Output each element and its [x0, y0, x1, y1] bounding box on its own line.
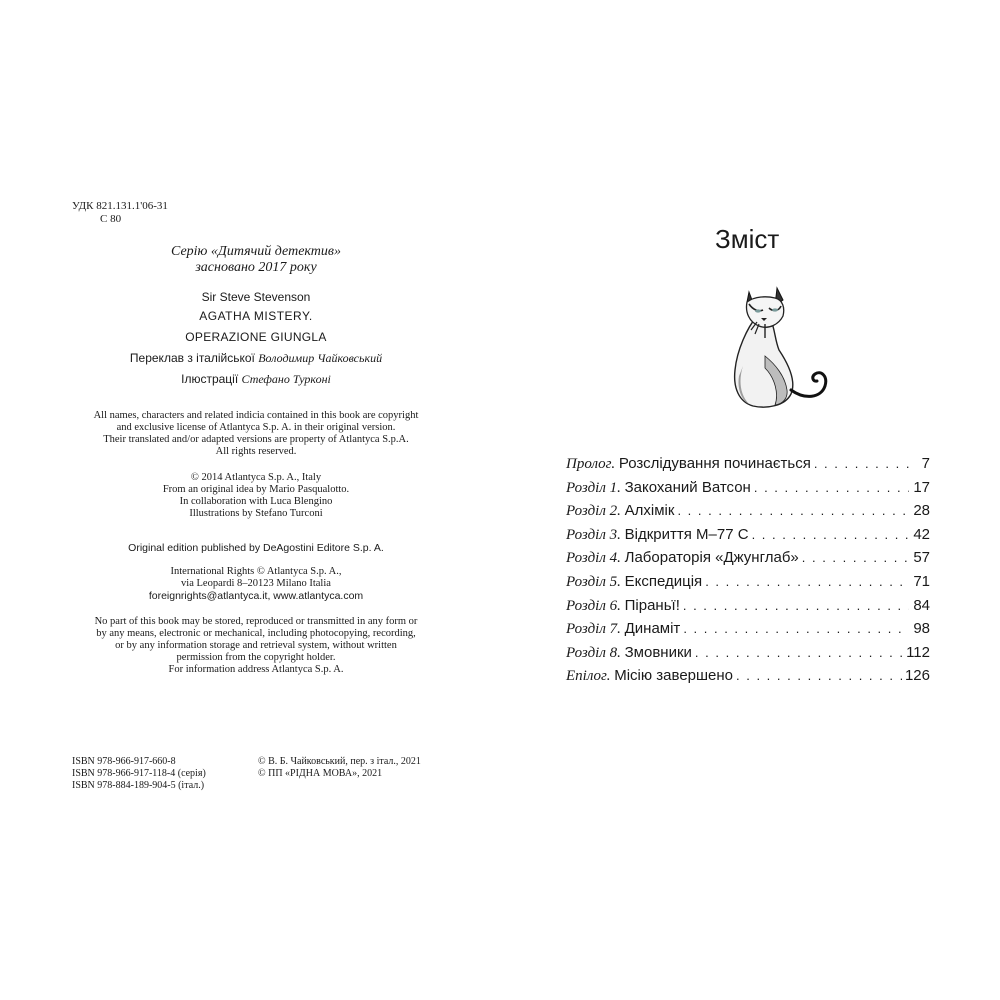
toc-title: Зміст [715, 224, 780, 254]
toc-entry[interactable] [566, 597, 930, 621]
toc-entry-page: 57 [913, 549, 930, 567]
toc-leader-dots [752, 527, 909, 542]
notice-line: by any means, electronic or mechanical, including photocopying, recording, [96, 628, 416, 639]
illustrator-name: Стефано Турконі [241, 372, 331, 386]
translation-label: Переклав з італійської [129, 351, 259, 365]
intl-line: foreignrights@atlantyca.it, www.atlantyca.com [148, 590, 364, 602]
original-subtitle: OPERAZIONE GIUNGLA [185, 330, 327, 344]
notice-line: For information address Atlantyca S.p. A. [168, 664, 344, 675]
toc-entry-title: Відкриття М–77 С [624, 525, 749, 543]
international-rights [72, 566, 440, 602]
toc-entry-prefix: Розділ 6. [566, 597, 625, 614]
toc-entry-prefix: Розділ 4. [566, 550, 625, 567]
toc-entry-page: 71 [913, 572, 930, 590]
toc-entry-title: Алхімік [624, 502, 675, 520]
isbn-line: ISBN 978-966-917-118-4 (серія) [72, 768, 206, 779]
toc-entry-title: Змовники [624, 643, 692, 661]
copyright-line: © ПП «РІДНА МОВА», 2021 [258, 768, 383, 779]
original-title: AGATHA MISTERY. [199, 309, 313, 323]
intl-line: International Rights © Atlantyca S.p. A., [170, 566, 342, 577]
toc-entry-prefix: Розділ 7. [566, 621, 625, 638]
toc-entry-page: 42 [913, 525, 930, 543]
table-of-contents [566, 455, 930, 691]
toc-leader-dots [683, 598, 909, 613]
toc-leader-dots [802, 550, 909, 565]
origin-line: From an original idea by Mario Pasqualotto. [162, 484, 350, 495]
toc-entry-page: 98 [913, 620, 930, 638]
toc-leader-dots [683, 621, 909, 636]
translation-credit [72, 351, 440, 365]
rights-line: and exclusive license of Atlantyca S.p. A. in their original version. [116, 422, 396, 433]
toc-entry[interactable] [566, 573, 930, 597]
toc-entry[interactable] [566, 620, 930, 644]
isbn-block [72, 756, 206, 792]
toc-entry-page: 7 [921, 455, 930, 472]
toc-entry-title: Експедиція [624, 572, 703, 590]
rights-notice [72, 410, 440, 458]
udk-block [72, 200, 168, 226]
origin-notice [72, 472, 440, 520]
reproduction-notice [72, 616, 440, 676]
toc-entry-title: Піраньї! [624, 596, 680, 614]
toc-entry[interactable] [566, 667, 930, 691]
toc-entry-title: Закоханий Ватсон [624, 478, 751, 496]
toc-leader-dots [677, 503, 909, 518]
toc-entry-page: 28 [913, 502, 930, 520]
toc-entry-page: 112 [906, 643, 930, 661]
toc-entry[interactable] [566, 549, 930, 573]
udk-code: УДК 821.131.1'06-31 [72, 200, 168, 212]
toc-entry[interactable] [566, 644, 930, 668]
notice-line: No part of this book may be stored, reproduced or transmitted in any form or [94, 616, 418, 627]
publisher-notice: Original edition published by DeAgostini Editore S.p. A. [128, 542, 384, 554]
illustration-credit [72, 372, 440, 386]
cat-illustration-icon [695, 278, 835, 413]
toc-entry-title: Динаміт [624, 620, 681, 638]
toc-entry-page: 84 [913, 596, 930, 614]
illustrations-label: Ілюстрації [181, 372, 242, 386]
toc-entry[interactable] [566, 502, 930, 526]
intl-line: via Leopardi 8–20123 Milano Italia [181, 578, 331, 589]
toc-leader-dots [695, 645, 903, 660]
toc-leader-dots [754, 480, 909, 495]
toc-leader-dots [736, 668, 902, 683]
toc-entry-prefix: Розділ 5. [566, 573, 625, 590]
toc-entry[interactable] [566, 526, 930, 550]
toc-leader-dots [814, 456, 909, 471]
toc-entry-page: 17 [913, 478, 930, 496]
toc-leader-dots [705, 574, 909, 589]
rights-line: All names, characters and related indicia contained in this book are copyright [93, 410, 419, 421]
udk-author-mark: С 80 [100, 213, 122, 225]
series-line-1: Серію «Дитячий детектив» [171, 244, 341, 259]
rights-line: All rights reserved. [215, 446, 297, 457]
toc-entry-prefix: Розділ 2. [566, 503, 625, 520]
toc-entry-page: 126 [904, 667, 930, 685]
series-note [72, 244, 440, 276]
toc-entry-prefix: Розділ 8. [566, 644, 625, 661]
rights-line: Their translated and/or adapted versions are property of Atlantyca S.p.A. [103, 434, 409, 445]
toc-entry-title: Розслідування починається [618, 455, 811, 472]
origin-line: In collaboration with Luca Blengino [179, 496, 333, 507]
toc-entry[interactable] [566, 455, 930, 479]
origin-line: Illustrations by Stefano Turconi [189, 508, 323, 519]
notice-line: permission from the copyright holder. [176, 652, 336, 663]
copyright-block [258, 756, 421, 780]
isbn-line: ISBN 978-966-917-660-8 [72, 756, 176, 767]
right-page [500, 0, 1000, 1000]
original-author: Sir Steve Stevenson [201, 290, 311, 304]
toc-entry-title: Місію завершено [614, 667, 734, 685]
toc-entry-prefix: Пролог. [566, 456, 619, 472]
translator-name: Володимир Чайковський [258, 351, 383, 365]
toc-entry-prefix: Епілог. [566, 668, 615, 685]
credits-block [72, 290, 440, 391]
copyright-line: © В. Б. Чайковський, пер. з італ., 2021 [258, 756, 421, 767]
toc-entry-prefix: Розділ 3. [566, 526, 625, 543]
toc-entry[interactable] [566, 479, 930, 503]
toc-entry-title: Лабораторія «Джунглаб» [624, 549, 799, 567]
series-line-2: засновано 2017 року [195, 260, 317, 275]
toc-entry-prefix: Розділ 1. [566, 479, 625, 496]
notice-line: or by any information storage and retrieval system, without written [115, 640, 397, 651]
origin-line: © 2014 Atlantyca S.p. A., Italy [190, 472, 322, 483]
isbn-line: ISBN 978-884-189-904-5 (італ.) [72, 780, 205, 791]
